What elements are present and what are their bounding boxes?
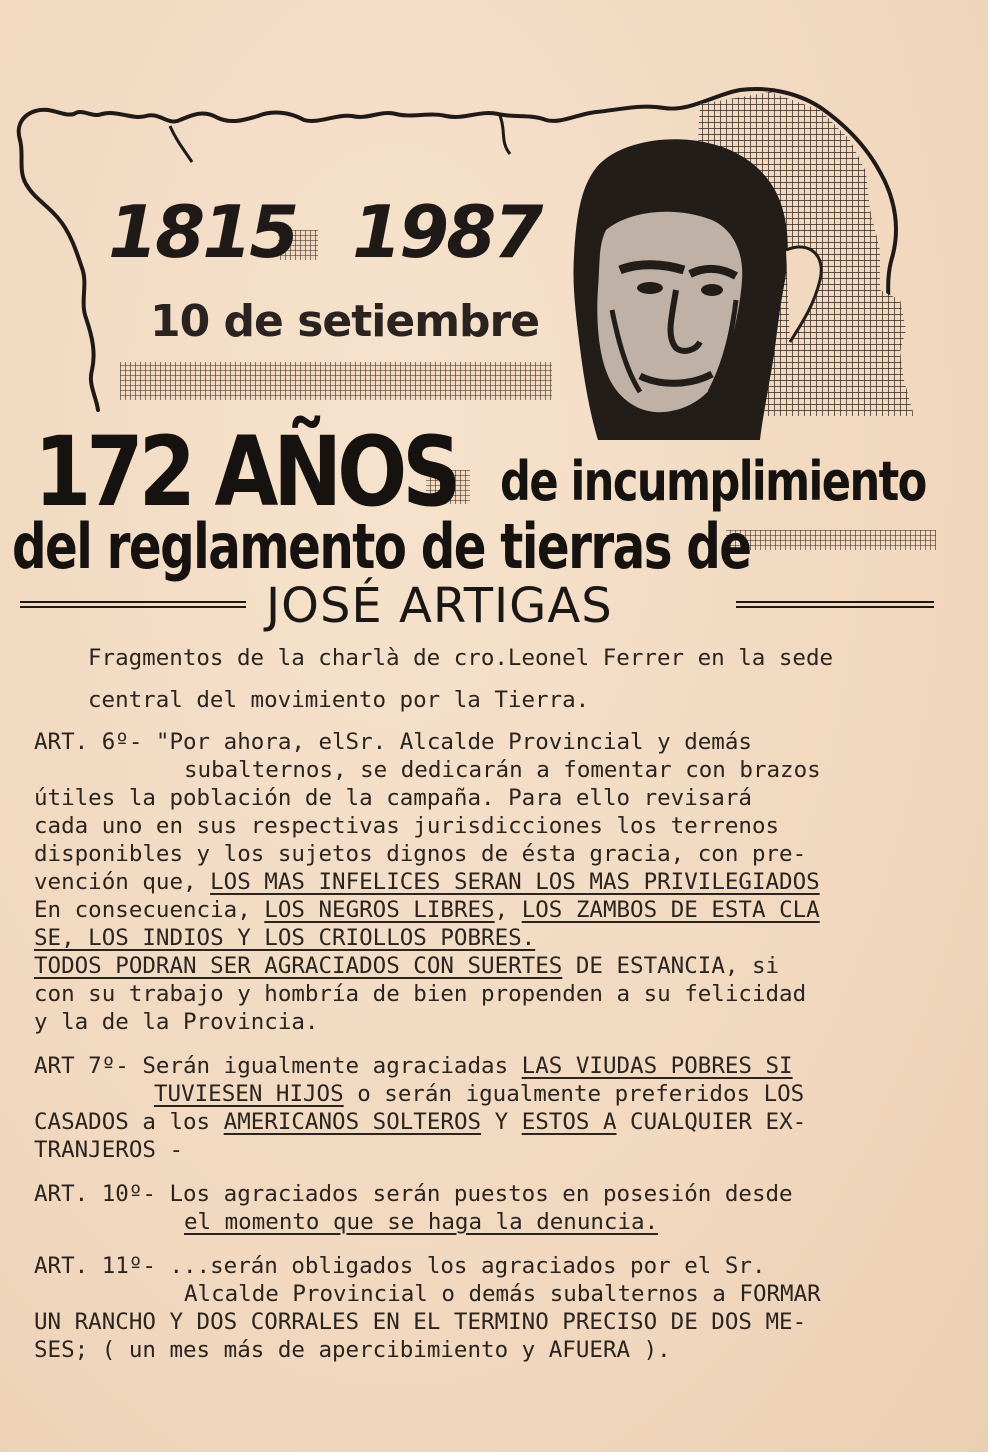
intro-line-2: central del movimiento por la Tierra. <box>88 687 590 713</box>
art7-line-3a: CASADOS a los <box>34 1109 224 1135</box>
art6-line-11: y la de la Provincia. <box>34 1009 319 1035</box>
art11-line-3: UN RANCHO Y DOS CORRALES EN EL TERMINO PRECISO DE DOS ME- <box>34 1309 807 1335</box>
art7-line-3e: CUALQUIER EX- <box>616 1109 807 1135</box>
art6-line-3: útiles la población de la campaña. Para ello revisará <box>34 785 752 811</box>
art6-line-9a: TODOS PODRAN SER AGRACIADOS CON SUERTES <box>34 953 563 979</box>
art7-line-1b: LAS VIUDAS POBRES SI <box>521 1053 793 1079</box>
art6-line-7 <box>34 896 820 924</box>
art7-line-3d: ESTOS A <box>521 1109 617 1135</box>
art7-line-1a: ART 7º- Serán igualmente agraciadas <box>34 1053 522 1079</box>
art6-line-6a: vención que, <box>34 869 211 895</box>
headline-part2: del reglamento de tierras de <box>12 510 751 583</box>
art6-line-1: ART. 6º- "Por ahora, elSr. Alcalde Provincial y demás <box>34 729 752 755</box>
art6-line-7a: En consecuencia, <box>34 897 265 923</box>
art6-line-6 <box>34 868 820 896</box>
grid-bar-date <box>120 362 552 400</box>
rule-right <box>736 601 934 603</box>
headline-part1: de incumplimiento <box>500 450 926 513</box>
art6-line-7b: LOS NEGROS LIBRES <box>264 897 495 923</box>
year-end: 1987 <box>352 190 541 274</box>
grid-bar-headline <box>726 530 936 550</box>
art10-line-2 <box>184 1208 658 1236</box>
art6-line-7c: , <box>494 897 522 923</box>
art7-line-1 <box>34 1052 793 1080</box>
art7-line-3 <box>34 1108 806 1136</box>
art11-line-2: Alcalde Provincial o demás subalternos a FORMAR <box>184 1281 821 1307</box>
year-range <box>108 190 541 274</box>
art6-line-9 <box>34 952 779 980</box>
art6-line-5: disponibles y los sujetos dignos de ésta gracia, con pre- <box>34 841 807 867</box>
art10-line-1: ART. 10º- Los agraciados serán puestos en posesión desde <box>34 1181 793 1207</box>
art7-line-2a: TUVIESEN HIJOS <box>154 1081 344 1107</box>
art7-line-2b: o serán igualmente preferidos LOS <box>343 1081 805 1107</box>
art7-line-2 <box>154 1080 804 1108</box>
art7-line-3b: AMERICANOS SOLTEROS <box>223 1109 482 1135</box>
art6-line-9b: DE ESTANCIA, si <box>562 953 780 979</box>
art6-line-10: con su trabajo y hombría de bien propenden a su felicidad <box>34 981 807 1007</box>
year-start: 1815 <box>108 190 297 274</box>
art6-line-8 <box>34 924 535 952</box>
art7-line-4: TRANJEROS - <box>34 1137 184 1163</box>
art11-line-4: SES; ( un mes más de apercibimiento y AFUERA ). <box>34 1337 671 1363</box>
art6-line-4: cada uno en sus respectivas jurisdicciones los terrenos <box>34 813 780 839</box>
rule-left <box>20 601 246 603</box>
commemoration-date: 10 de setiembre <box>150 296 540 347</box>
art6-line-2: subalternos, se dedicarán a fomentar con brazos <box>184 757 821 783</box>
years-label: 172 AÑOS <box>34 416 457 528</box>
art11-line-1: ART. 11º- ...serán obligados los agraciados por el Sr. <box>34 1253 766 1279</box>
art6-line-6b: LOS MAS INFELICES SERAN LOS MAS PRIVILEGIADOS <box>210 869 820 895</box>
art10-line-2-text: el momento que se haga la denuncia. <box>184 1209 659 1235</box>
intro-line-1: Fragmentos de la charlà de cro.Leonel Ferrer en la sede <box>88 645 834 671</box>
artigas-name: JOSÉ ARTIGAS <box>266 578 613 634</box>
art6-line-8-text: SE, LOS INDIOS Y LOS CRIOLLOS POBRES. <box>34 925 536 951</box>
art6-line-7d: LOS ZAMBOS DE ESTA CLA <box>521 897 820 923</box>
art7-line-3c: Y <box>481 1109 522 1135</box>
